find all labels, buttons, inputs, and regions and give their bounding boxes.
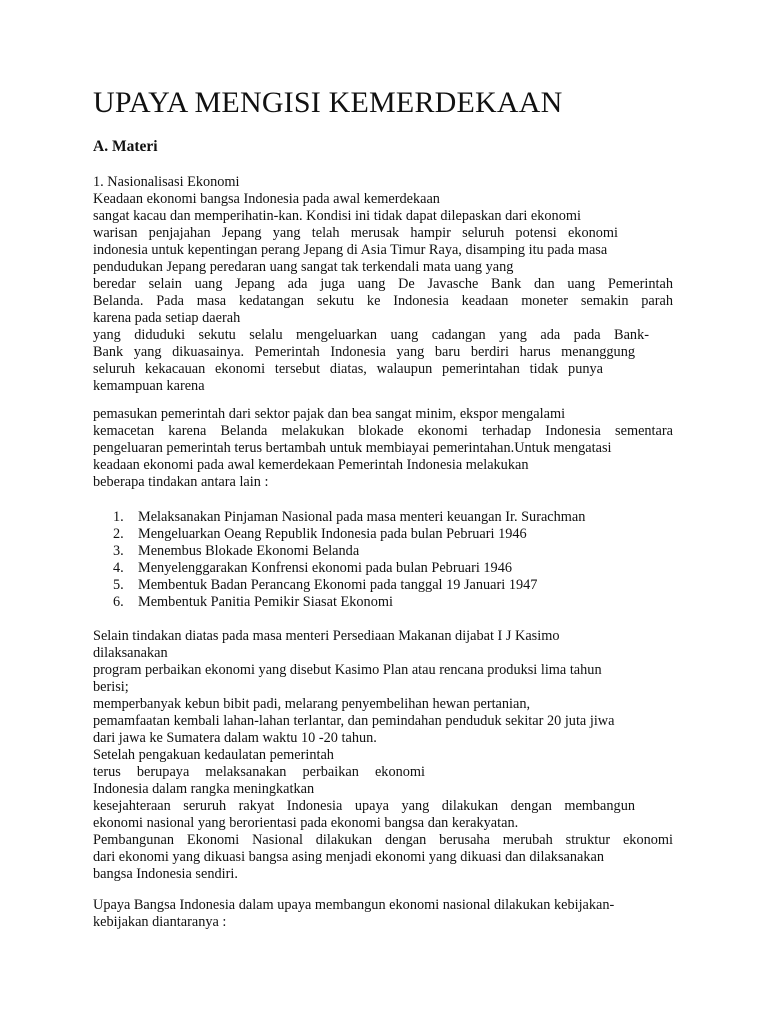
text-line: program perbaikan ekonomi yang disebut Kasimo Plan atau rencana produksi lima tahun xyxy=(93,662,602,678)
text-line: pengeluaran pemerintah terus bertambah untuk membiayai pemerintahan.Untuk mengatasi xyxy=(93,440,612,456)
list-item xyxy=(93,526,673,543)
text-line: Keadaan ekonomi bangsa Indonesia pada awal kemerdekaan xyxy=(93,191,440,207)
text-line: memperbanyak kebun bibit padi, melarang penyembelihan hewan pertanian, xyxy=(93,696,531,712)
text-line: kemacetan karena Belanda melakukan blokade ekonomi terhadap Indonesia sementara xyxy=(93,423,673,439)
text-line: warisan penjajahan Jepang yang telah merusak hampir seluruh potensi ekonomi xyxy=(93,225,618,241)
paragraph-kebijakan xyxy=(93,897,673,931)
list-item xyxy=(93,560,673,577)
text-line: berisi; xyxy=(93,679,129,695)
list-item-text: Melaksanakan Pinjaman Nasional pada masa menteri keuangan Ir. Surachman xyxy=(138,509,586,525)
document-title: UPAYA MENGISI KEMERDEKAAN xyxy=(93,86,563,119)
text-line: pemamfaatan kembali lahan-lahan terlantar, dan pemindahan penduduk sekitar 20 juta jiwa xyxy=(93,713,615,729)
text-line: keadaan ekonomi pada awal kemerdekaan Pemerintah Indonesia melakukan xyxy=(93,457,529,473)
text-line: Setelah pengakuan kedaulatan pemerintah xyxy=(93,747,334,763)
text-line: dari ekonomi yang dikuasi bangsa asing menjadi ekonomi yang dikuasi dan dilaksanakan xyxy=(93,849,604,865)
text-line: Bank yang dikuasainya. Pemerintah Indonesia yang baru berdiri harus menanggung xyxy=(93,344,635,360)
paragraph-nasionalisasi xyxy=(93,174,673,395)
text-line: sangat kacau dan memperihatin-kan. Kondisi ini tidak dapat dilepaskan dari ekonomi xyxy=(93,208,581,224)
list-item xyxy=(93,509,673,526)
text-line: beberapa tindakan antara lain : xyxy=(93,474,269,490)
tindakan-list xyxy=(93,509,673,611)
text-line: dilaksanakan xyxy=(93,645,168,661)
text-line: Indonesia dalam rangka meningkatkan xyxy=(93,781,315,797)
text-line: ekonomi nasional yang berorientasi pada ekonomi bangsa dan kerakyatan. xyxy=(93,815,519,831)
text-line: seluruh kekacauan ekonomi tersebut diatas, walaupun pemerintahan tidak punya xyxy=(93,361,603,377)
text-line: kemampuan karena xyxy=(93,378,205,394)
text-line: indonesia untuk kepentingan perang Jepang di Asia Timur Raya, disamping itu pada masa xyxy=(93,242,608,258)
text-line: Belanda. Pada masa kedatangan sekutu ke Indonesia keadaan moneter semakin parah xyxy=(93,293,673,309)
text-line: Pembangunan Ekonomi Nasional dilakukan dengan berusaha merubah struktur ekonomi xyxy=(93,832,673,848)
list-item xyxy=(93,543,673,560)
list-item-number: 2. xyxy=(113,526,124,542)
list-item-text: Membentuk Badan Perancang Ekonomi pada tanggal 19 Januari 1947 xyxy=(138,577,538,593)
paragraph-pemasukan xyxy=(93,406,673,491)
text-line: dari jawa ke Sumatera dalam waktu 10 -20 tahun. xyxy=(93,730,377,746)
list-item-number: 1. xyxy=(113,509,124,525)
text-line: pemasukan pemerintah dari sektor pajak dan bea sangat minim, ekspor mengalami xyxy=(93,406,566,422)
text-line: pendudukan Jepang peredaran uang sangat tak terkendali mata uang yang xyxy=(93,259,514,275)
text-line: beredar selain uang Jepang ada juga uang De Javasche Bank dan uang Pemerintah xyxy=(93,276,673,292)
list-item-number: 3. xyxy=(113,543,124,559)
paragraph-kasimo-plan xyxy=(93,628,673,883)
text-line: bangsa Indonesia sendiri. xyxy=(93,866,238,882)
text-line: Selain tindakan diatas pada masa menteri Persediaan Makanan dijabat I J Kasimo xyxy=(93,628,560,644)
section-heading: A. Materi xyxy=(93,138,158,155)
text-line: Upaya Bangsa Indonesia dalam upaya membangun ekonomi nasional dilakukan kebijakan- xyxy=(93,897,615,913)
list-item xyxy=(93,577,673,594)
text-line: karena pada setiap daerah xyxy=(93,310,241,326)
list-item xyxy=(93,594,673,611)
text-line: terus berupaya melaksanakan perbaikan ekonomi xyxy=(93,764,425,780)
text-line: 1. Nasionalisasi Ekonomi xyxy=(93,174,240,190)
text-line: kebijakan diantaranya : xyxy=(93,914,227,930)
list-item-number: 6. xyxy=(113,594,124,610)
list-item-text: Menembus Blokade Ekonomi Belanda xyxy=(138,543,360,559)
list-item-number: 5. xyxy=(113,577,124,593)
list-item-number: 4. xyxy=(113,560,124,576)
list-item-text: Membentuk Panitia Pemikir Siasat Ekonomi xyxy=(138,594,393,610)
list-item-text: Mengeluarkan Oeang Republik Indonesia pada bulan Pebruari 1946 xyxy=(138,526,527,542)
text-line: kesejahteraan seruruh rakyat Indonesia upaya yang dilakukan dengan membangun xyxy=(93,798,635,814)
list-item-text: Menyelenggarakan Konfrensi ekonomi pada bulan Pebruari 1946 xyxy=(138,560,512,576)
text-line: yang diduduki sekutu selalu mengeluarkan uang cadangan yang ada pada Bank- xyxy=(93,327,649,343)
